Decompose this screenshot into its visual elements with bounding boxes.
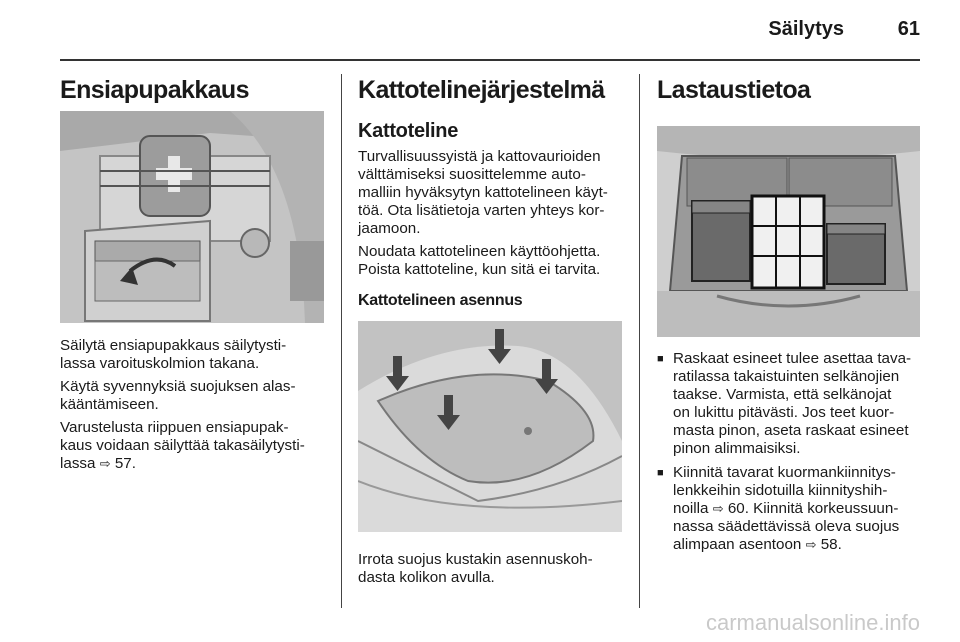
roof-rack-installation-caption: Irrota suojus kustakin asennuskoh- dasta kolikon avulla. [358,551,593,586]
subheading-roof-rack-installation: Kattotelineen asennus [358,292,523,309]
heading-first-aid: Ensiapupakkaus [60,76,249,104]
subheading-roof-rack: Kattoteline [358,120,459,142]
page-reference-link[interactable]: 58. [820,536,842,553]
page-number: 61 [897,18,920,40]
page-reference-link[interactable]: 57. [114,455,136,472]
roof-rack-installation-illustration [358,321,622,532]
page-reference-arrow-icon: ⇨ [712,501,724,516]
loading-tip-1-text: Raskaat esineet tulee asettaa tava- ratilassa takaistuinten selkänojien taakse. Varmista, että selkänojat on lukittu pitävästi. Jos teet kuor- masta pinon, aseta raskaat esineet pinon alimmaisiksi. [673,350,912,457]
page-reference-link[interactable]: 60. [727,500,749,517]
page-reference-arrow-icon: ⇨ [805,537,817,552]
page-header [60,0,920,58]
loading-tips-list [657,350,920,560]
first-aid-kit-illustration [60,111,324,323]
roof-rack-paragraph-1: Turvallisuussyistä ja kattovaurioiden välttämiseksi suosittelemme auto- malliin hyväksytyn kattotelineen käyt- töä. Ota lisätietoja varten yhteys kor- jaamoon. [358,148,608,237]
loading-tip-2-text: Kiinnitä tavarat kuormankiinnitys- lenkkeihin sidotuilla kiinnityshih- noilla [673,464,896,517]
list-item [657,464,920,554]
bullet-icon: ■ [657,467,664,479]
first-aid-paragraph-2: Käytä syvennyksiä suojuksen alas- kääntämiseen. [60,378,296,413]
loading-tip-2-text-continued: Kiinnitä korkeussuun- nassa säädettävissä oleva suojus alimpaan asentoon [673,500,900,553]
column-divider-1 [341,74,342,608]
watermark-text: carmanualsonline.info [705,610,920,635]
cargo-area-illustration [657,126,920,337]
column-divider-2 [639,74,640,608]
first-aid-paragraph-1: Säilytä ensiapupakkaus säilytysti- lassa varoituskolmion takana. [60,337,287,372]
list-item [657,350,920,458]
heading-roof-rack-system: Kattotelinejärjestelmä [358,76,605,104]
section-title: Säilytys [768,18,844,40]
first-aid-paragraph-3-text: Varustelusta riippuen ensiapupak- kaus voidaan säilyttää takasäilytysti- lassa [60,419,305,472]
header-rule [60,59,920,61]
bullet-icon: ■ [657,353,664,365]
heading-loading-info: Lastaustietoa [657,76,811,104]
roof-rack-paragraph-2: Noudata kattotelineen käyttöohjetta. Poista kattoteline, kun sitä ei tarvita. [358,243,601,278]
page-reference-arrow-icon: ⇨ [99,456,111,471]
first-aid-paragraph-3 [60,419,305,473]
